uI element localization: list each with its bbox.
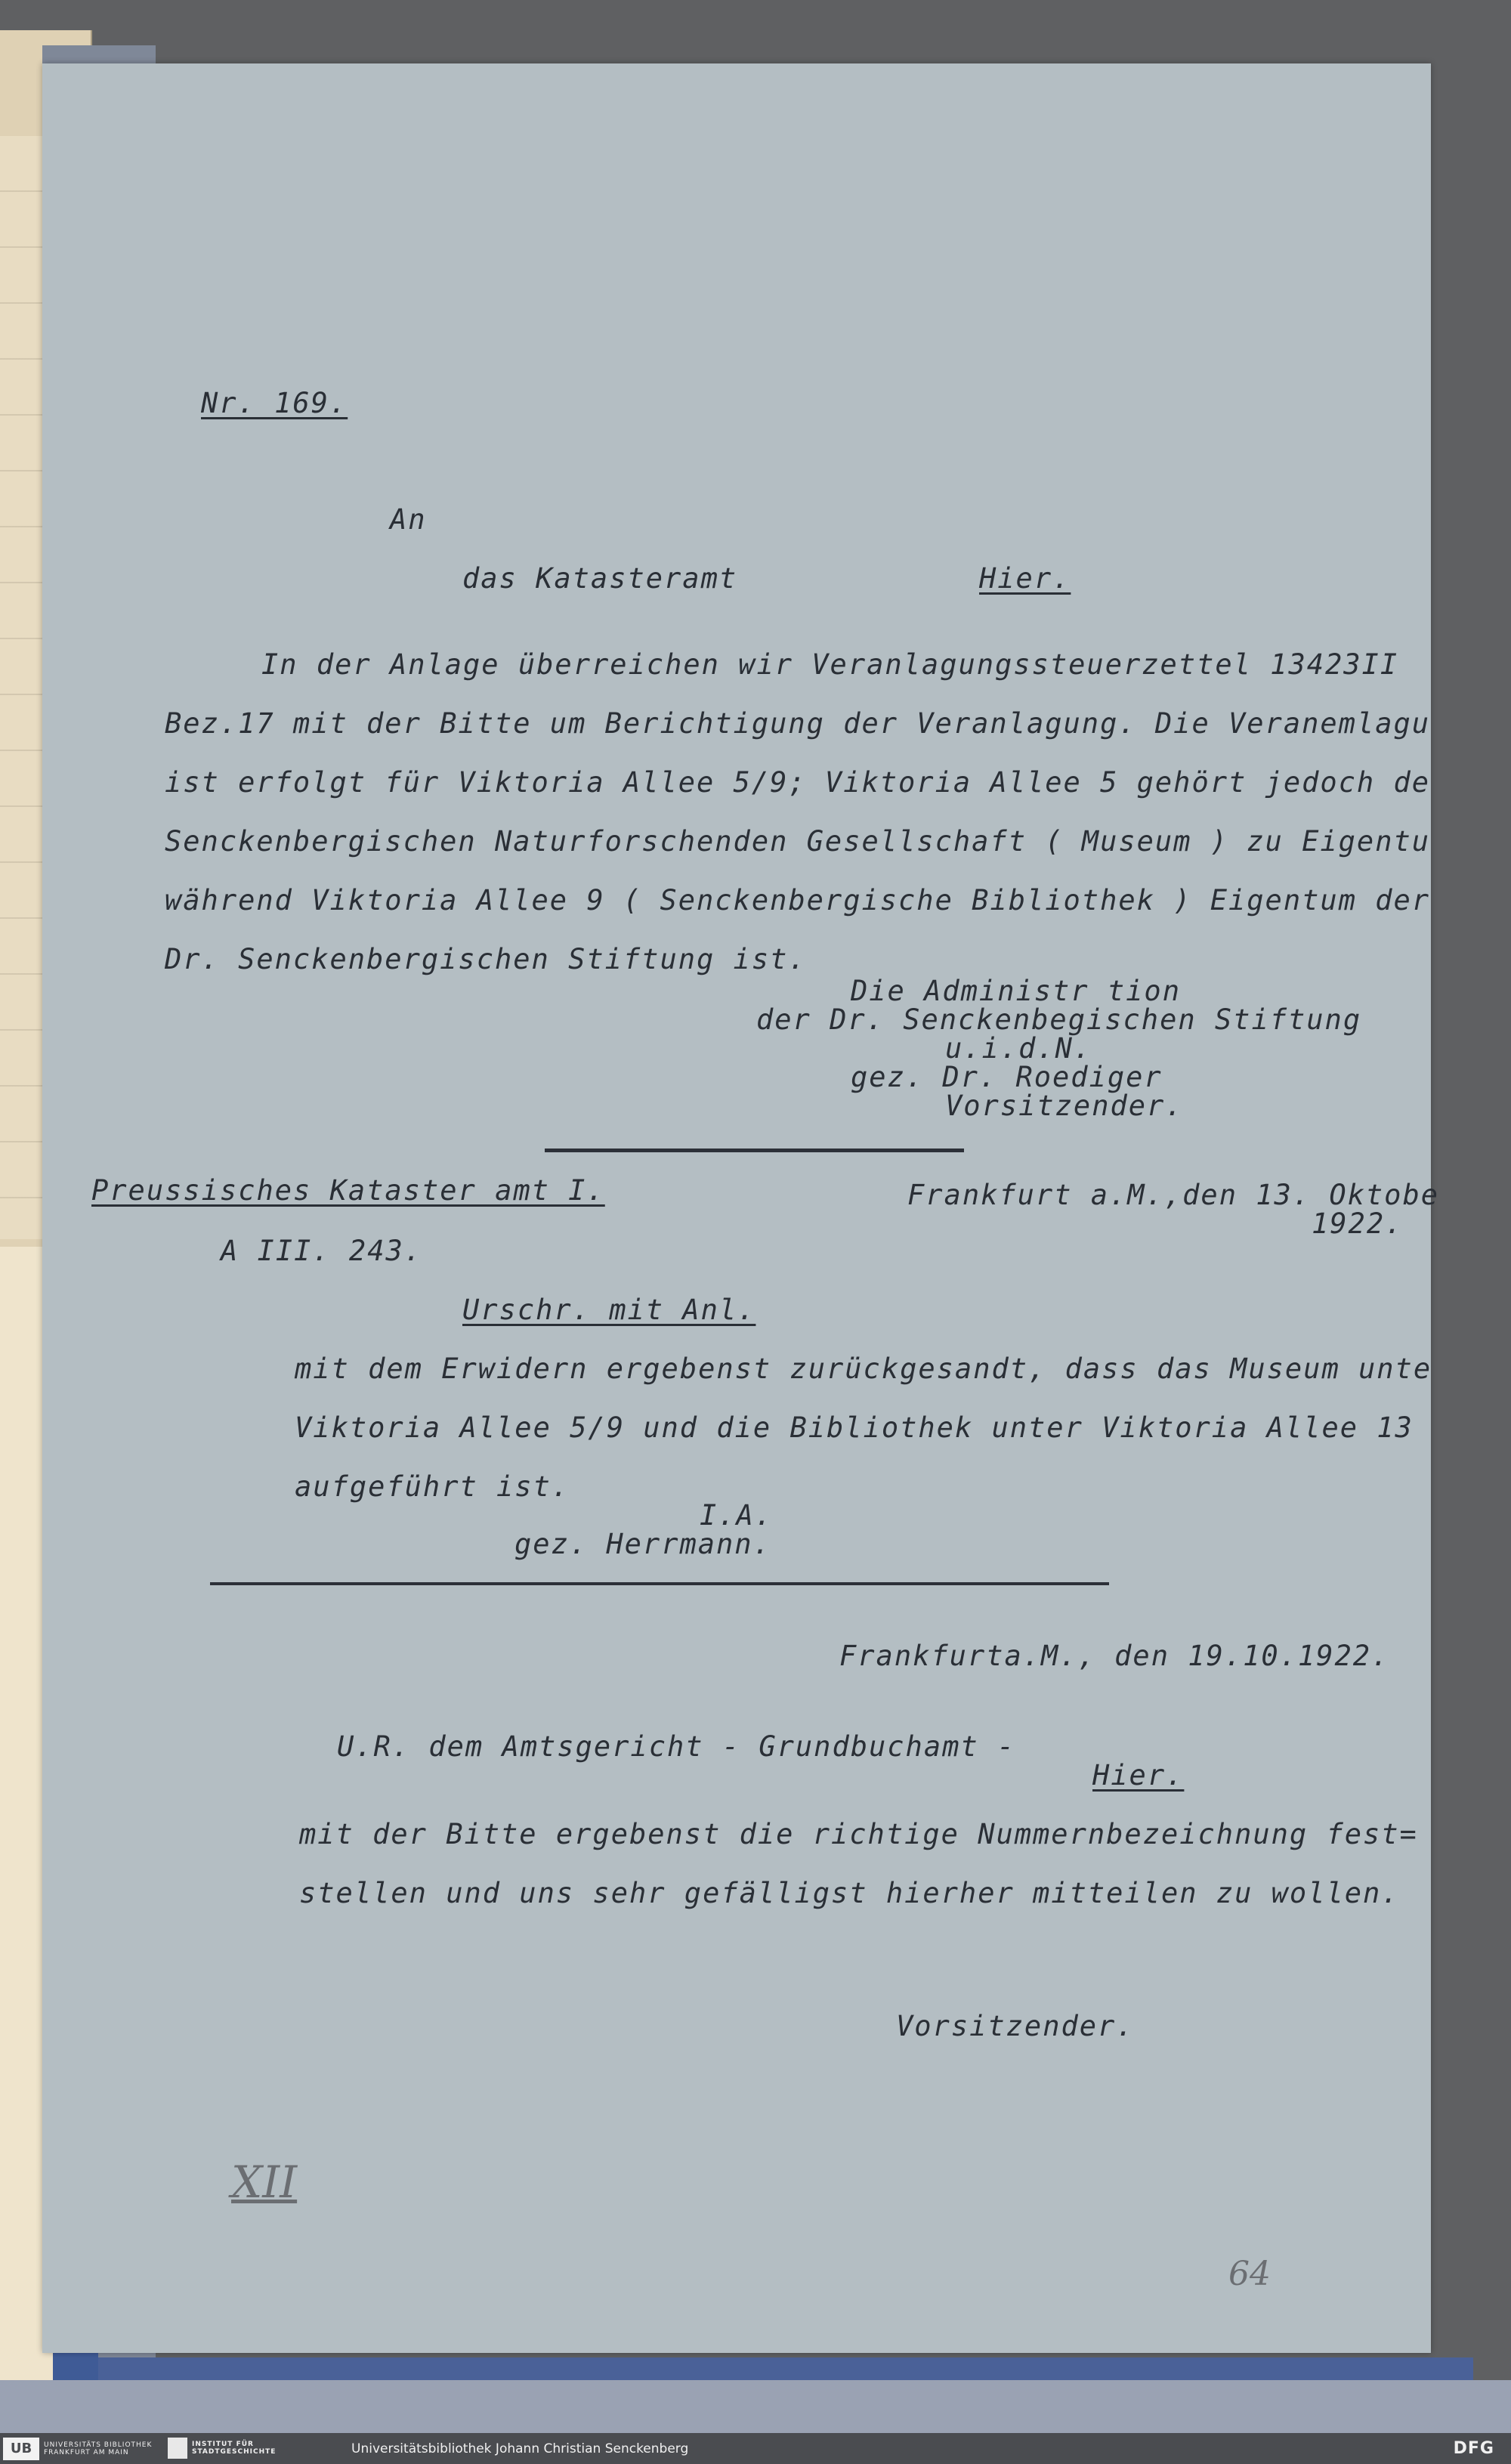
body-line: In der Anlage überreichen wir Veranlagungssteuerzettel 13423II — [261, 648, 1399, 681]
reference-number: A III. 243. — [221, 1235, 423, 1267]
reply2-line: mit der Bitte ergebenst die richtige Nummernbezeichnung fest= — [299, 1818, 1418, 1850]
dfg-logo[interactable]: DFG — [1453, 2439, 1494, 2458]
reply2-closing: Vorsitzender. — [896, 2010, 1135, 2042]
ub-logo-mark: UB — [3, 2438, 39, 2460]
pencil-page-number: 64 — [1228, 2255, 1271, 2293]
reply2-place: Hier. — [1092, 1759, 1185, 1792]
scan-background-bottom — [0, 2380, 1511, 2433]
reply1-heading: Urschr. mit Anl. — [462, 1294, 756, 1326]
reply1-sign: I.A. — [700, 1499, 774, 1532]
isg-logo-icon — [168, 2438, 187, 2459]
reply2-line: stellen und uns sehr gefälligst hierher mitteilen zu wollen. — [299, 1877, 1400, 1909]
body-line: während Viktoria Allee 9 ( Senckenbergische Bibliothek ) Eigentum der — [165, 884, 1431, 917]
library-name: Universitätsbibliothek Johann Christian Senckenberg — [351, 2441, 689, 2456]
isg-logo-text: INSTITUT FÜR STADTGESCHICHTE — [192, 2441, 277, 2456]
isg-logo[interactable] — [168, 2438, 298, 2459]
reply2-addressee: U.R. dem Amtsgericht - Grundbuchamt - — [337, 1730, 1016, 1763]
reply1-date: Frankfurt a.M.,den 13. Oktobe — [907, 1179, 1440, 1211]
body-line: Senckenbergischen Naturforschenden Gesellschaft ( Museum ) zu Eigentu — [165, 825, 1431, 858]
pencil-roman-numeral: XII — [231, 2156, 298, 2208]
ub-logo[interactable] — [3, 2436, 157, 2461]
ub-logo-text: UNIVERSITÄTS BIBLIOTHEK FRANKFURT AM MAIN — [44, 2441, 153, 2456]
divider — [210, 1582, 1109, 1585]
reply1-sign: gez. Herrmann. — [514, 1528, 771, 1560]
body-line: Dr. Senckenbergischen Stiftung ist. — [165, 943, 807, 975]
signature-line: u.i.d.N. — [945, 1032, 1092, 1065]
office-name: Preussisches Kataster amt I. — [91, 1174, 605, 1207]
reply1-line: Viktoria Allee 5/9 und die Bibliothek unter Viktoria Allee 13 — [295, 1411, 1414, 1444]
reply1-line: aufgeführt ist. — [295, 1470, 570, 1503]
letter-number: Nr. 169. — [201, 387, 348, 419]
recipient-place: Hier. — [979, 562, 1071, 595]
signature-line: Die Administr tion — [851, 975, 1181, 1007]
body-line: Bez.17 mit der Bitte um Berichtigung der Veranlagung. Die Veranemlagu — [165, 707, 1431, 740]
reply1-line: mit dem Erwidern ergebenst zurückgesandt, dass das Museum unte — [295, 1353, 1432, 1385]
recipient: das Katasteramt — [462, 562, 738, 595]
salutation-an: An — [390, 503, 427, 536]
letter-sheet — [42, 63, 1440, 2353]
signature-line: gez. Dr. Roediger — [851, 1061, 1163, 1093]
signature-line: der Dr. Senckenbegischen Stiftung — [756, 1003, 1362, 1036]
reply2-date: Frankfurta.M., den 19.10.1922. — [839, 1640, 1390, 1672]
footer-bar — [0, 2433, 1511, 2464]
divider — [545, 1149, 964, 1152]
body-line: ist erfolgt für Viktoria Allee 5/9; Viktoria Allee 5 gehört jedoch de — [165, 766, 1431, 799]
reply1-year: 1922. — [1312, 1207, 1404, 1240]
signature-line: Vorsitzender. — [945, 1090, 1184, 1122]
